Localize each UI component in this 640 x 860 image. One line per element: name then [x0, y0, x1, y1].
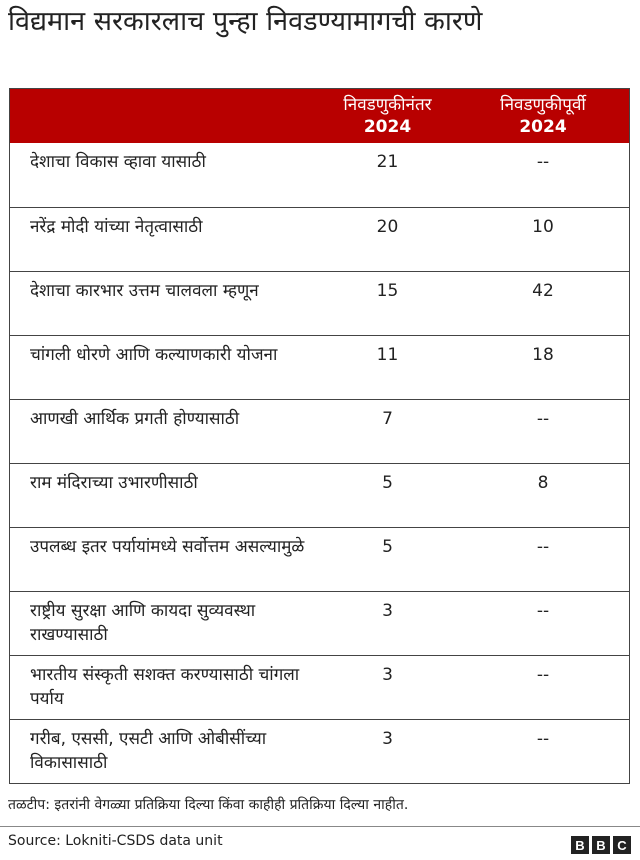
header-cell-after [320, 89, 455, 143]
value-after: 5 [382, 537, 393, 557]
value-after: 7 [382, 409, 393, 429]
value-after: 11 [376, 345, 399, 365]
value-after: 3 [382, 665, 393, 685]
table-header [10, 89, 629, 143]
value-before: -- [536, 665, 550, 685]
value-before: 42 [532, 281, 554, 301]
source-text: Source: Lokniti-CSDS data unit [8, 833, 223, 849]
value-before: -- [536, 729, 550, 749]
value-before: 10 [532, 217, 554, 237]
footer-divider [0, 826, 640, 827]
header-after-year: 2024 [363, 117, 412, 137]
header-after-label: निवडणुकीनंतर [343, 95, 432, 115]
table-row [10, 207, 629, 271]
row-label: चांगली धोरणे आणि कल्याणकारी योजना [30, 345, 278, 365]
row-label: आणखी आर्थिक प्रगती होण्यासाठी [30, 409, 240, 429]
table-row [10, 335, 629, 399]
value-after: 3 [382, 601, 393, 621]
data-table [9, 88, 630, 784]
value-before: 8 [537, 473, 549, 493]
bbc-logo-letter: B [571, 836, 589, 854]
header-before-label: निवडणुकीपूर्वी [500, 95, 586, 115]
row-label: राम मंदिराच्या उभारणीसाठी [30, 473, 198, 493]
value-after: 21 [376, 152, 399, 172]
value-after: 20 [376, 217, 399, 237]
table-row [10, 719, 629, 783]
chart-title: विद्यमान सरकारलाच पुन्हा निवडण्यामागची कारणे [8, 6, 483, 37]
table-body [10, 143, 629, 783]
row-label: गरीब, एससी, एसटी आणि ओबीसींच्या विकासासाठी [30, 729, 267, 773]
row-label: राष्ट्रीय सुरक्षा आणि कायदा सुव्यवस्था राखण्यासाठी [30, 601, 256, 645]
header-before-year: 2024 [519, 117, 567, 137]
value-before: -- [536, 409, 550, 429]
row-label: देशाचा विकास व्हावा यासाठी [30, 152, 206, 172]
bbc-logo [571, 836, 631, 854]
row-label: भारतीय संस्कृती सशक्त करण्यासाठी चांगला पर्याय [30, 665, 300, 709]
header-cell-label [10, 89, 320, 143]
row-label: उपलब्ध इतर पर्यायांमध्ये सर्वोत्तम असल्यामुळे [30, 537, 305, 557]
row-label: नरेंद्र मोदी यांच्या नेतृत्वासाठी [30, 217, 203, 237]
table-row [10, 463, 629, 527]
table-row [10, 591, 629, 655]
value-before: -- [536, 537, 550, 557]
value-after: 15 [376, 281, 399, 301]
footnote: तळटीप: इतरांनी वेगळ्या प्रतिक्रिया दिल्या किंवा काहीही प्रतिक्रिया दिल्या नाहीत. [8, 797, 409, 813]
value-before: -- [536, 601, 550, 621]
table-row [10, 143, 629, 207]
header-cell-before [455, 89, 631, 143]
bbc-logo-letter: B [592, 836, 610, 854]
table-row [10, 271, 629, 335]
value-before: -- [536, 152, 550, 172]
table-row [10, 527, 629, 591]
table-row [10, 655, 629, 719]
bbc-logo-letter: C [613, 836, 631, 854]
table-row [10, 399, 629, 463]
value-after: 3 [382, 729, 393, 749]
row-label: देशाचा कारभार उत्तम चालवला म्हणून [30, 281, 259, 301]
value-before: 18 [532, 345, 554, 365]
value-after: 5 [382, 473, 393, 493]
